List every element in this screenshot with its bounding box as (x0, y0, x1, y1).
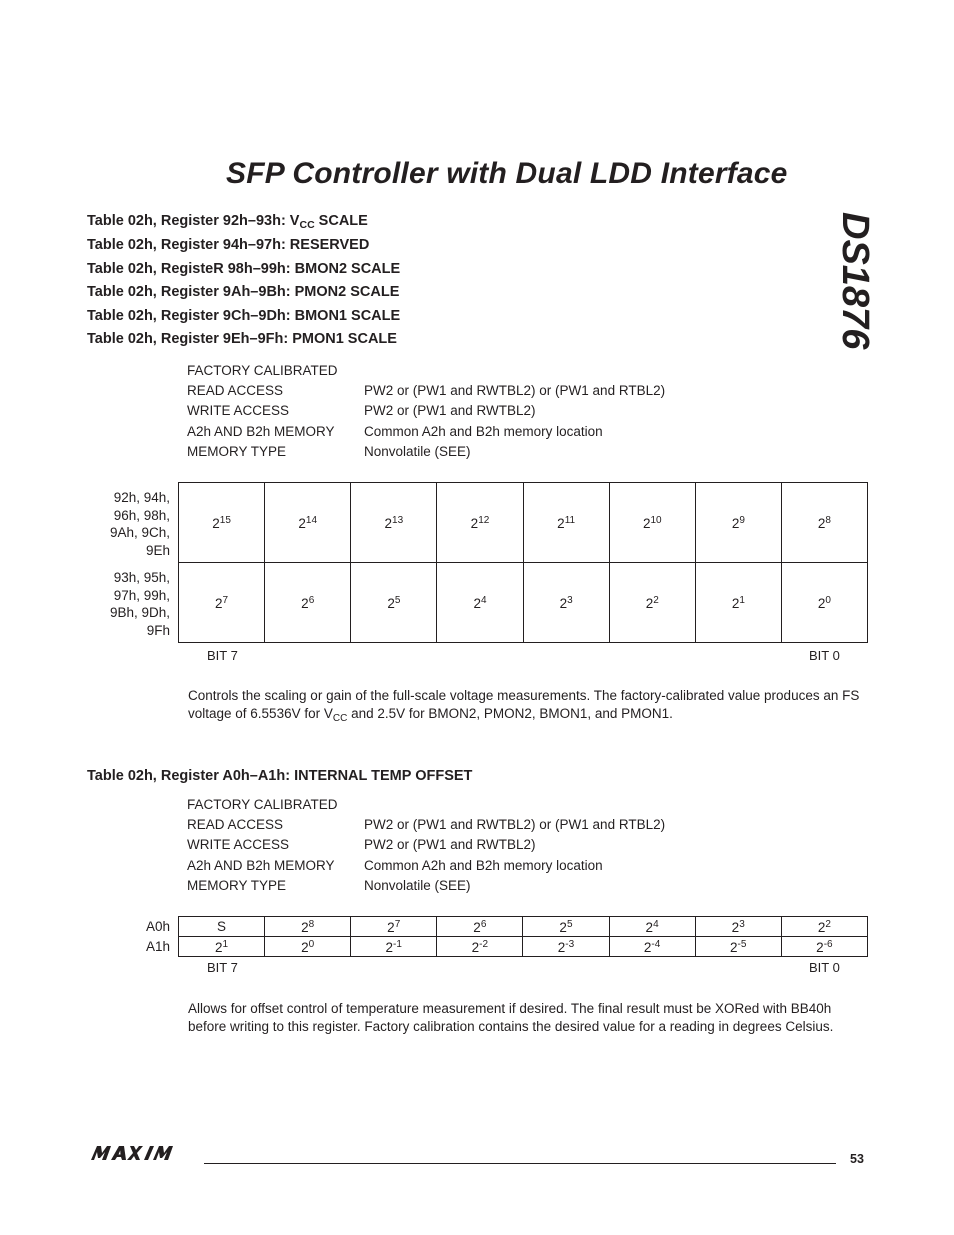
section1-heading-4: Table 02h, Register 9Ch–9Dh: BMON1 SCALE (87, 308, 401, 324)
bit-cell: $2^2$ (781, 917, 867, 937)
bit-cell: $2^9$ (695, 483, 781, 563)
attr-value: PW2 or (PW1 and RWTBL2) or (PW1 and RTBL2) (364, 383, 666, 399)
temp-offset-bit-table (178, 916, 868, 957)
bit-row (179, 483, 868, 563)
attr-key: WRITE ACCESS (187, 403, 290, 419)
bit-cell: $2^4$ (437, 563, 523, 643)
section1-heading-2: Table 02h, RegisteR 98h–99h: BMON2 SCALE (87, 261, 401, 277)
bit-cell: $2^3$ (695, 917, 781, 937)
attr-value: PW2 or (PW1 and RWTBL2) or (PW1 and RTBL2) (364, 817, 666, 833)
attr-key: FACTORY CALIBRATED (187, 797, 338, 812)
bit-cell: $2^0$ (781, 563, 867, 643)
bit-cell: $2^8$ (265, 917, 351, 937)
bit-cell: $2^6$ (265, 563, 351, 643)
section2-description: Allows for offset control of temperature measurement if desired. The final result must be XORed with BB40h before writing to this register. Factory calibration contains the desired value for a reading in degrees Celsius. (188, 1001, 834, 1034)
maxim-logo (89, 1144, 201, 1162)
bit-cell: $2^1$ (695, 563, 781, 643)
attr-key: A2h AND B2h MEMORY (187, 423, 335, 439)
bit-cell: $2^{12}$ (437, 483, 523, 563)
row-label-a1h: A1h (145, 939, 170, 954)
section1-heading-0: Table 02h, Register 92h–93h: $V_{CC}$ SCALE (87, 213, 368, 231)
bit-cell: $2^{14}$ (265, 483, 351, 563)
section1-description: Controls the scaling or gain of the full-scale voltage measurements. The factory-calibrated value produces an FS voltage of 6.5536V for $V_{CC}$ and 2.5V for BMON2, PMON2, BMON1, and PMON1. (188, 688, 860, 724)
bit-cell: $2^{13}$ (351, 483, 437, 563)
bit-cell: $2^7$ (351, 917, 437, 937)
attr-key: WRITE ACCESS (187, 837, 290, 853)
bit-cell: $2^{10}$ (609, 483, 695, 563)
section2-heading: Table 02h, Register A0h–A1h: INTERNAL TEMP OFFSET (87, 768, 473, 784)
bit-cell: $2^{15}$ (179, 483, 265, 563)
attr-key: MEMORY TYPE (187, 877, 287, 893)
attr-value: PW2 or (PW1 and RWTBL2) (364, 837, 536, 853)
bit-cell: $2^8$ (781, 483, 867, 563)
section1-heading-5: Table 02h, Register 9Eh–9Fh: PMON1 SCALE (87, 331, 397, 347)
bit-cell: $2^{-5}$ (695, 937, 781, 957)
bit-cell: $2^3$ (523, 563, 609, 643)
bit-cell: $2^{11}$ (523, 483, 609, 563)
attr-key: READ ACCESS (187, 817, 284, 833)
bit-cell: S (179, 917, 265, 937)
bit-cell: $2^{-1}$ (351, 937, 437, 957)
section1-heading-1: Table 02h, Register 94h–97h: RESERVED (87, 237, 370, 253)
bit-cell: $2^{-3}$ (523, 937, 609, 957)
bit-cell: $2^6$ (437, 917, 523, 937)
attr-key: MEMORY TYPE (187, 443, 287, 459)
page-number: 53 (850, 1152, 864, 1166)
section1-heading-3: Table 02h, Register 9Ah–9Bh: PMON2 SCALE (87, 284, 400, 300)
bit-cell: $2^{-6}$ (781, 937, 867, 957)
attr-value: Nonvolatile (SEE) (364, 443, 471, 459)
footer-rule (204, 1163, 836, 1164)
bit-cell: $2^2$ (609, 563, 695, 643)
row-label-lsb: 93h, 95h, 97h, 99h, 9Bh, 9Dh, 9Fh (109, 570, 170, 638)
bit7-label: BIT 7 (207, 648, 238, 663)
scale-bit-table (178, 482, 868, 643)
part-number-vertical: DS1876 (834, 212, 876, 350)
bit0-label: BIT 0 (809, 648, 840, 663)
bit-row (179, 563, 868, 643)
bit-cell: $2^{-2}$ (437, 937, 523, 957)
bit-cell: $2^0$ (265, 937, 351, 957)
bit-cell: $2^5$ (523, 917, 609, 937)
bit-row (179, 917, 868, 937)
bit-cell: $2^1$ (179, 937, 265, 957)
attr-value: Common A2h and B2h memory location (364, 857, 603, 873)
attr-value: Nonvolatile (SEE) (364, 877, 471, 893)
attr-key: FACTORY CALIBRATED (187, 363, 338, 378)
attr-key: READ ACCESS (187, 383, 284, 399)
page-title: SFP Controller with Dual LDD Interface (226, 157, 788, 190)
bit0-label-2: BIT 0 (809, 960, 840, 975)
bit-cell: $2^4$ (609, 917, 695, 937)
bit7-label-2: BIT 7 (207, 960, 238, 975)
row-label-a0h: A0h (145, 919, 170, 934)
bit-cell: $2^5$ (351, 563, 437, 643)
attr-key: A2h AND B2h MEMORY (187, 857, 335, 873)
attr-value: PW2 or (PW1 and RWTBL2) (364, 403, 536, 419)
attr-value: Common A2h and B2h memory location (364, 423, 603, 439)
row-label-msb: 92h, 94h, 96h, 98h, 9Ah, 9Ch, 9Eh (109, 490, 170, 558)
bit-cell: $2^7$ (179, 563, 265, 643)
bit-cell: $2^{-4}$ (609, 937, 695, 957)
bit-row (179, 937, 868, 957)
